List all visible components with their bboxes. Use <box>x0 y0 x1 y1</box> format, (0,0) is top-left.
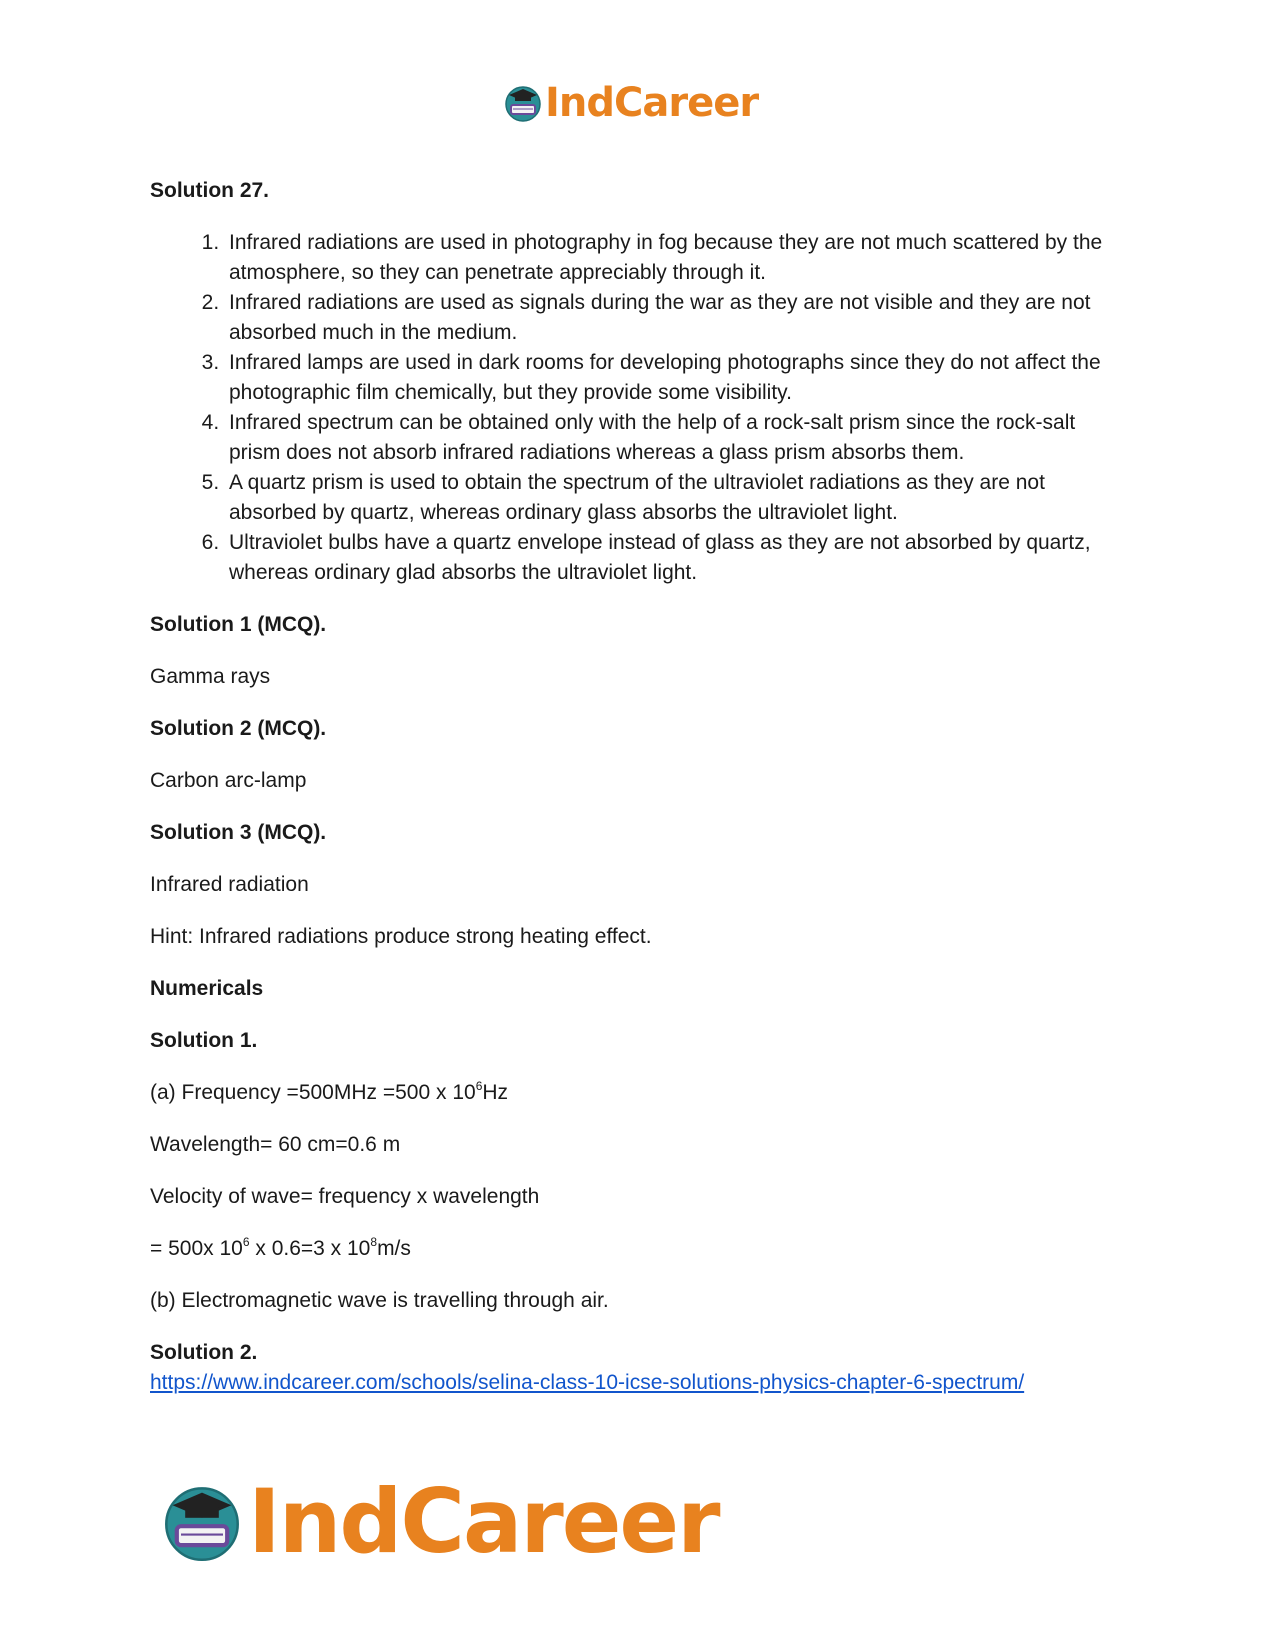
list-item: 3. Infrared lamps are used in dark rooms for developing photographs since they do not affect the photographic film chemically, but they provide some visibility. <box>225 348 1130 408</box>
numericals-heading: Numericals <box>150 977 264 1000</box>
list-item: 1. Infrared radiations are used in photography in fog because they are not much scattered by the atmosphere, so they can penetrate appreciably through it. <box>225 228 1130 288</box>
solution-27-list <box>150 228 1130 588</box>
mcq2-heading: Solution 2 (MCQ). <box>150 717 327 740</box>
numerical-1-velocity: Velocity of wave= frequency x wavelength <box>150 1185 540 1208</box>
solution-27-heading: Solution 27. <box>150 179 270 202</box>
numerical-1-part-b: (b) Electromagnetic wave is travelling through air. <box>150 1289 609 1312</box>
mcq3-hint: Hint: Infrared radiations produce strong heating effect. <box>150 925 652 948</box>
list-item: 5. A quartz prism is used to obtain the spectrum of the ultraviolet radiations as they are not absorbed by quartz, whereas ordinary glass absorbs the ultraviolet light. <box>225 468 1130 528</box>
list-item: 6. Ultraviolet bulbs have a quartz envelope instead of glass as they are not absorbed by quartz, whereas ordinary glad absorbs the ultraviolet light. <box>225 528 1130 588</box>
footer-logo <box>160 1470 719 1573</box>
numerical-1-heading: Solution 1. <box>150 1029 258 1052</box>
mcq1-answer: Gamma rays <box>150 665 271 688</box>
numerical-1-frequency: (a) Frequency =500MHz =500 x $10^6Hz$ <box>150 1079 509 1104</box>
list-item: 4. Infrared spectrum can be obtained only with the help of a rock-salt prism since the rock-salt prism does not absorb infrared radiations whereas a glass prism absorbs them. <box>225 408 1130 468</box>
graduation-cap-book-globe-icon <box>160 1480 244 1564</box>
mcq3-answer: Infrared radiation <box>150 873 309 896</box>
numerical-1-wavelength: Wavelength= 60 cm=0.6 m <box>150 1133 401 1156</box>
graduation-cap-book-globe-icon <box>503 83 543 123</box>
list-item: 2. Infrared radiations are used as signals during the war as they are not visible and they are not absorbed much in the medium. <box>225 288 1130 348</box>
header-logo <box>503 80 758 126</box>
mcq1-heading: Solution 1 (MCQ). <box>150 613 327 636</box>
mcq3-heading: Solution 3 (MCQ). <box>150 821 327 844</box>
source-link-line <box>150 1368 1130 1398</box>
document-body <box>150 176 1130 1398</box>
logo-text: IndCareer <box>545 80 759 126</box>
numerical-1-calculation: = 500x $10^6$ x 0.6=3 x $10^8m/s$ <box>150 1235 411 1260</box>
source-link[interactable]: https://www.indcareer.com/schools/selina-class-10-icse-solutions-physics-chapter-6-spectrum/ <box>150 1371 1025 1394</box>
numerical-2-heading: Solution 2. <box>150 1341 258 1364</box>
mcq2-answer: Carbon arc-lamp <box>150 769 307 792</box>
logo-text: IndCareer <box>248 1470 719 1573</box>
